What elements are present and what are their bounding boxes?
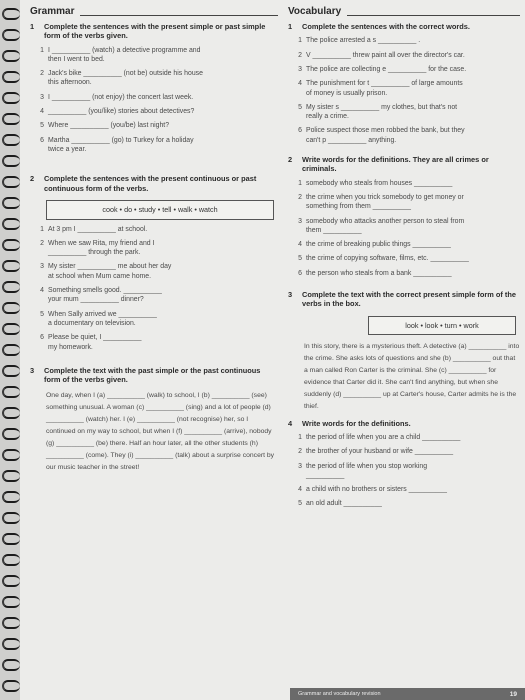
exercise-item (34, 239, 278, 258)
binding-ring (2, 554, 20, 566)
item-number: 5 (298, 255, 302, 263)
exercise-item (292, 462, 520, 481)
item-text: Jack's bike __________ (not be) outside his house this afternoon. (48, 70, 203, 87)
exercise-item (292, 240, 520, 249)
item-text: somebody who steals from houses __________ (306, 179, 453, 187)
item-text: the person who steals from a bank __________ (306, 269, 452, 277)
binding-ring (2, 29, 20, 41)
binding-ring (2, 155, 20, 167)
vocab-ex3-word-box: look • look • turn • work (368, 316, 516, 336)
item-text: The police arrested a s __________ . (306, 37, 421, 45)
exercise-item (292, 193, 520, 212)
item-number: 6 (40, 334, 44, 342)
binding-ring (2, 197, 20, 209)
binding-ring (2, 512, 20, 524)
grammar-ex3-text: One day, when I (a) __________ (walk) to school, I (b) __________ (see) something unusual. A woman (c) __________ (sing) and a lot of people (d) __________ (watch) her. I (e) __________ (not recognise) her, so I continued on my way to school, but when I (f) __________ (arrive), nobody (g) __________ (be) there. Half an hour later, all the other students (h) __________ (come). They (i) __________ (talk) about a surprise concert by our music teacher in the street! (46, 392, 275, 471)
exercise-item (292, 269, 520, 278)
binding-ring (2, 92, 20, 104)
vocab-ex3-instruction: 3 Complete the text with the correct present simple form of the verbs in the box. (288, 290, 516, 309)
vocab-ex3-text: In this story, there is a mysterious theft. A detective (a) __________ into the crime. She asks lots of questions and she (b) __________ out that a man called Ron Carter is the criminal. She (c) __________ for evidence that Carter did it. She can't find anything, but when she suddenly (d) __________ up at Carter's house, Carter admits he is the thief. (304, 343, 520, 410)
binding-ring (2, 491, 20, 503)
item-text: V __________ threw paint all over the director's car. (306, 51, 465, 59)
item-number: 5 (40, 122, 44, 130)
item-text: At 3 pm I __________ at school. (48, 225, 148, 233)
item-text: My sister s __________ my clothes, but that's not really a crime. (306, 103, 458, 121)
binding-ring (2, 428, 20, 440)
exercise-item (34, 225, 278, 234)
grammar-heading: Grammar (30, 2, 278, 18)
binding-ring (2, 659, 20, 671)
exercise-item (292, 51, 520, 60)
item-number: 1 (298, 179, 302, 187)
workbook-page (20, 0, 525, 700)
item-text: the period of life when you are a child __________ (306, 433, 461, 441)
binding-ring (2, 596, 20, 608)
binding-ring (2, 638, 20, 650)
grammar-ex2-word-box: cook • do • study • tell • walk • watch (46, 200, 274, 220)
item-text: the brother of your husband or wife __________ (306, 448, 454, 456)
item-number: 4 (298, 80, 302, 88)
item-number: 4 (298, 241, 302, 249)
exercise-item (34, 286, 278, 305)
exercise-item (292, 217, 520, 236)
binding-ring (2, 680, 20, 692)
item-number: 3 (40, 93, 44, 101)
item-text: __________ (you/like) stories about detectives? (48, 108, 195, 116)
item-text: the crime of breaking public things __________ (306, 241, 451, 249)
exercise-item (34, 107, 278, 116)
binding-ring (2, 365, 20, 377)
item-text: the crime of copying software, films, etc. __________ (306, 255, 469, 263)
item-number: 4 (40, 108, 44, 116)
exercise-item (34, 69, 278, 88)
grammar-ex2-items (30, 225, 278, 352)
binding-ring (2, 533, 20, 545)
binding-ring (2, 260, 20, 272)
spiral-binding (0, 0, 22, 700)
exercise-item (34, 93, 278, 102)
item-number: 1 (298, 433, 302, 441)
item-number: 3 (298, 217, 302, 225)
item-number: 3 (298, 65, 302, 73)
item-number: 5 (298, 500, 302, 508)
binding-ring (2, 302, 20, 314)
exercise-item (292, 79, 520, 98)
item-number: 6 (40, 136, 44, 144)
item-text: the crime when you trick somebody to get money or something from them __________ (306, 193, 464, 211)
item-number: 6 (298, 269, 302, 277)
vocab-ex1-instruction: 1 Complete the sentences with the correct words. (288, 22, 470, 31)
item-text: a child with no brothers or sisters __________ (306, 486, 447, 494)
binding-ring (2, 386, 20, 398)
grammar-ex3-instruction: 3 Complete the text with the past simple or the past continuous form of the verbs given. (30, 365, 261, 385)
item-text: Please be quiet, I __________ my homework. (48, 334, 142, 351)
item-text: Police suspect those men robbed the bank, but they can't p __________ anything. (306, 127, 465, 144)
item-text: My sister __________ me about her day at school when Mum came home. (48, 263, 172, 280)
vocab-ex2-items (288, 179, 520, 279)
exercise-item (34, 121, 278, 130)
item-number: 2 (40, 239, 44, 247)
item-text: When we saw Rita, my friend and I __________ through the park. (48, 239, 155, 257)
exercise-item (34, 262, 278, 281)
page-number: 19 (509, 690, 517, 698)
exercise-item (292, 485, 520, 494)
exercise-item (34, 310, 278, 329)
vocab-ex1-items (288, 36, 520, 145)
item-number: 2 (298, 193, 302, 201)
binding-ring (2, 176, 20, 188)
binding-ring (2, 50, 20, 62)
exercise-item (292, 103, 520, 122)
exercise-item (292, 447, 520, 456)
item-text: The punishment for t __________ of large amounts of money is usually prison. (306, 80, 463, 97)
exercise-item (292, 499, 520, 508)
item-text: The police are collecting e __________ for the case. (306, 65, 467, 73)
binding-ring (2, 239, 20, 251)
binding-ring (2, 8, 20, 20)
vocabulary-column (288, 0, 520, 509)
vocab-ex2-instruction: 2 Write words for the definitions. They are all crimes or criminals. (288, 155, 489, 174)
item-number: 1 (298, 37, 302, 45)
item-text: Martha __________ (go) to Turkey for a holiday twice a year. (48, 136, 194, 153)
binding-ring (2, 449, 20, 461)
binding-ring (2, 323, 20, 335)
vocab-ex4-items (288, 433, 520, 509)
exercise-item (292, 36, 520, 45)
item-text: When Sally arrived we __________ a documentary on television. (48, 310, 157, 328)
grammar-column (30, 0, 278, 474)
item-number: 3 (298, 462, 302, 470)
item-text: somebody who attacks another person to steal from them __________ (306, 217, 465, 234)
binding-ring (2, 281, 20, 293)
exercise-item (292, 65, 520, 74)
exercise-item (34, 136, 278, 155)
binding-ring (2, 113, 20, 125)
item-number: 1 (40, 46, 44, 54)
item-text: the period of life when you stop working __________ (306, 462, 428, 479)
binding-ring (2, 344, 20, 356)
item-text: I __________ (not enjoy) the concert last week. (48, 93, 194, 101)
item-number: 2 (298, 51, 302, 59)
exercise-item (34, 46, 278, 65)
exercise-item (34, 333, 278, 352)
item-text: Where __________ (you/be) last night? (48, 122, 170, 130)
binding-ring (2, 134, 20, 146)
grammar-ex1-instruction: 1 Complete the sentences with the present simple or past simple form of the verbs given. (30, 22, 266, 41)
page-footer: Grammar and vocabulary revision 19 (290, 688, 525, 700)
item-number: 4 (298, 486, 302, 494)
binding-ring (2, 218, 20, 230)
item-number: 6 (298, 127, 302, 135)
item-text: I __________ (watch) a detective programme and then I went to bed. (48, 46, 201, 63)
item-number: 5 (40, 310, 44, 318)
binding-ring (2, 617, 20, 629)
exercise-item (292, 126, 520, 145)
item-number: 2 (40, 70, 44, 78)
item-text: an old adult __________ (306, 500, 382, 508)
exercise-item (292, 254, 520, 263)
binding-ring (2, 407, 20, 419)
item-number: 4 (40, 287, 44, 295)
item-number: 3 (40, 263, 44, 271)
binding-ring (2, 575, 20, 587)
item-number: 5 (298, 103, 302, 111)
binding-ring (2, 470, 20, 482)
item-text: Something smells good. __________ your mum __________ dinner? (48, 287, 162, 304)
item-number: 1 (40, 225, 44, 233)
grammar-ex2-instruction: 2 Complete the sentences with the present continuous or past continuous form of the verbs. (30, 174, 257, 193)
exercise-item (292, 433, 520, 442)
grammar-ex1-items (30, 46, 278, 155)
binding-ring (2, 71, 20, 83)
vocab-ex4-instruction: 4 Write words for the definitions. (288, 418, 411, 428)
vocabulary-heading: Vocabulary (288, 2, 520, 18)
exercise-item (292, 179, 520, 188)
item-number: 2 (298, 448, 302, 456)
